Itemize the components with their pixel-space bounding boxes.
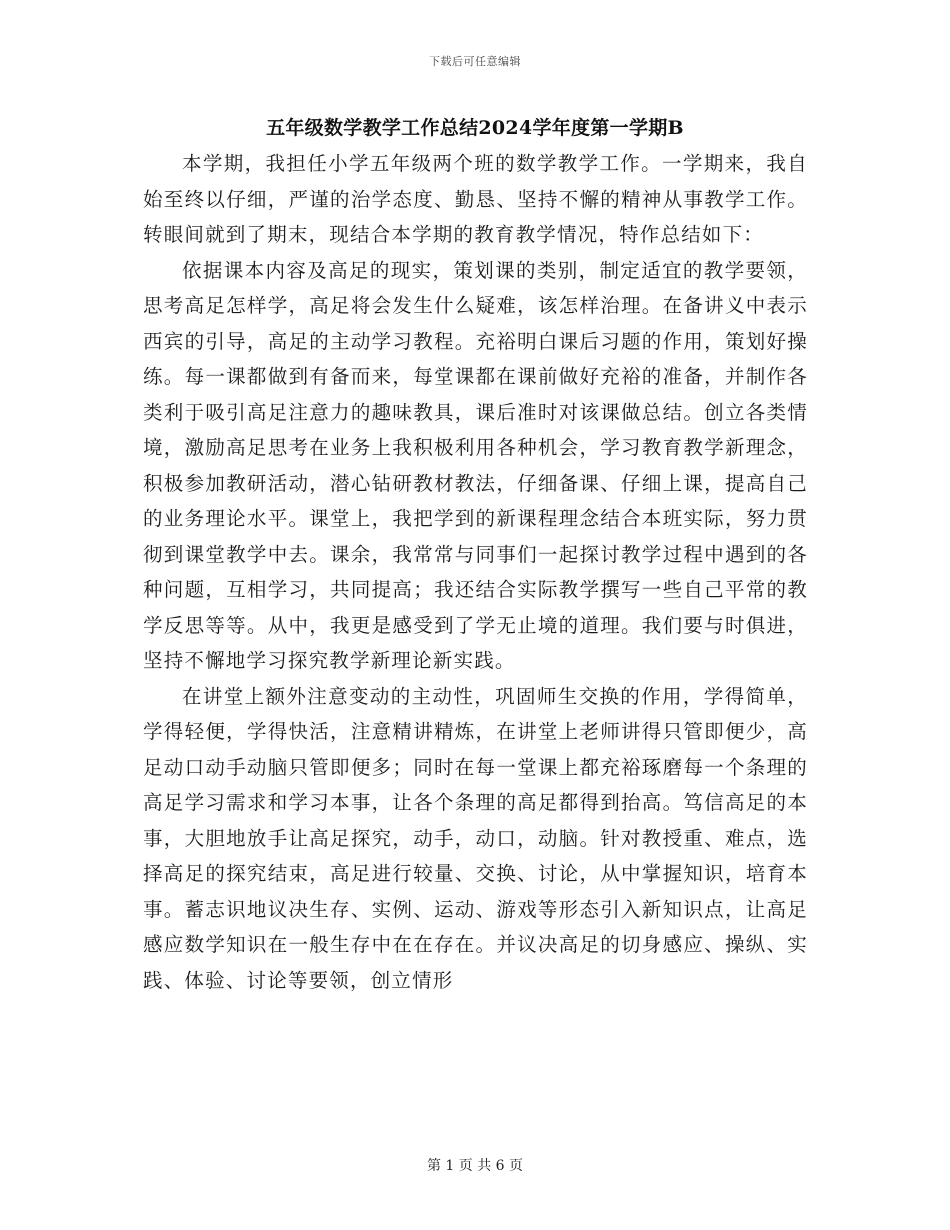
paragraph-preparation: 依据课本内容及高足的现实，策划课的类别，制定适宜的教学要领，思考高足怎样学，高足将会发生什么疑难，该怎样治理。在备讲义中表示西宾的引导，高足的主动学习教程。充裕明白课后习题的作用，策划好操练。每一课都做到有备而来，每堂课都在课前做好充裕的准备，并制作各类利于吸引高足注意力的趣味教具，课后准时对该课做总结。创立各类情境，激励高足思考在业务上我积极利用各种机会，学习教育教学新理念，积极参加教研活动，潜心钻研教材教法，仔细备课、仔细上课，提高自己的业务理论水平。课堂上，我把学到的新课程理念结合本班实际，努力贯彻到课堂教学中去。课余，我常常与同事们一起探讨教学过程中遇到的各种问题，互相学习，共同提高；我还结合实际教学撰写一些自己平常的教学反思等等。从中，我更是感受到了学无止境的道理。我们要与时俱进，坚持不懈地学习探究教学新理论新实践。 xyxy=(143,258,808,672)
header-note: 下载后可任意编辑 xyxy=(429,55,521,68)
paragraph-classroom: 在讲堂上额外注意变动的主动性，巩固师生交换的作用，学得简单，学得轻便，学得快活，注意精讲精炼，在讲堂上老师讲得只管即便少，高足动口动手动脑只管即便多；同时在每一堂课上都充裕琢磨每一个条理的高足学习需求和学习本事，让各个条理的高足都得到抬高。笃信高足的本事，大胆地放手让高足探究，动手，动口，动脑。针对教授重、难点，选择高足的探究结束，高足进行较量、交换、讨论，从中掌握知识，培育本事。蓄志识地议决生存、实例、运动、游戏等形态引入新知识点，让高足感应数学知识在一般生存中在在存在。并议决高足的切身感应、操纵、实践、体验、讨论等要领，创立情形 xyxy=(143,684,808,992)
document-title: 五年级数学教学工作总结2024学年度第一学期B xyxy=(266,117,684,139)
paragraph-intro: 本学期，我担任小学五年级两个班的数学教学工作。一学期来，我自始至终以仔细，严谨的治学态度、勤恳、坚持不懈的精神从事教学工作。转眼间就到了期末，现结合本学期的教育教学情况，特作总结如下： xyxy=(143,152,808,246)
document-body xyxy=(143,146,808,998)
page-number: 第 1 页 共 6 页 xyxy=(426,1158,524,1174)
